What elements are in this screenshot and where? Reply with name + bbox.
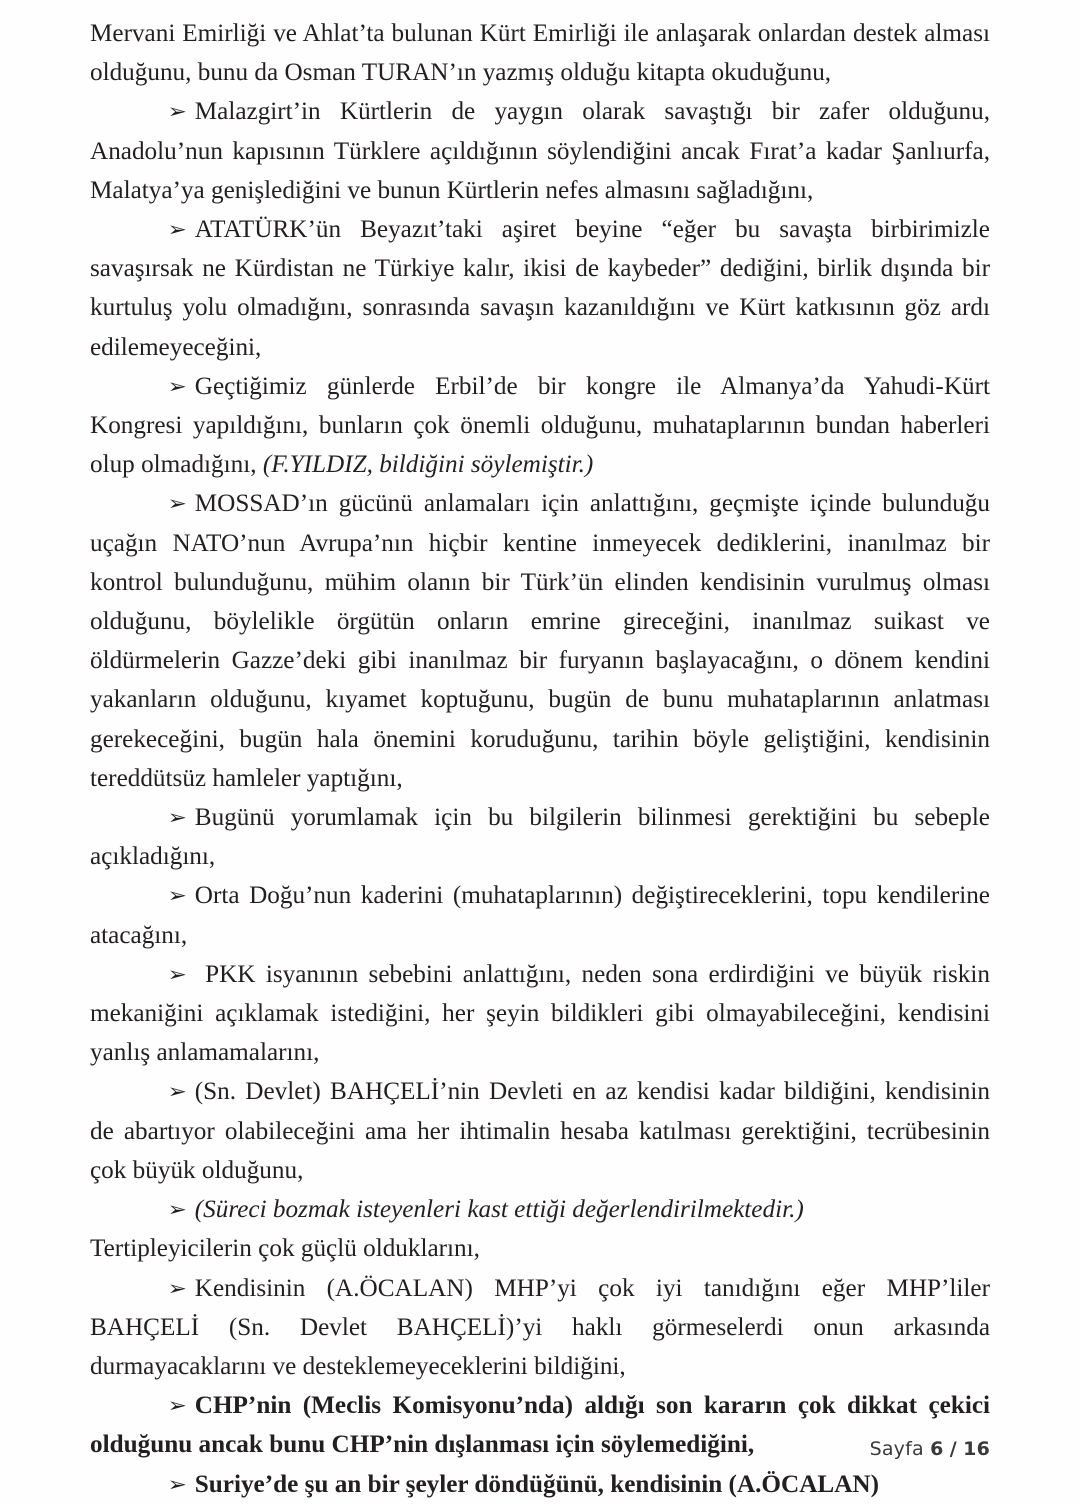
bullet-item-suriye: ➢ Suriye’de şu an bir şeyler döndüğünü, kendisinin (A.ÖCALAN) (167, 1470, 879, 1498)
bullet-item-chp-meclis: ➢ CHP’nin (Meclis Komisyonu’nda) aldığı son kararın çok dikkat çekici olduğunu ancak bunu CHP’nin dışlanması için söylemediğini, (90, 1392, 990, 1459)
bullet-text-malazgirt: Malazgirt’in Kürtlerin de yaygın olarak savaştığı bir zafer olduğunu, Anadolu’nun kapısının Türklere açıldığının söylendiğini ancak Fırat’a kadar Şanlıurfa, Malatya’ya genişlediğini ve bunun Kürtlerin nefes almasını sağladığını, (90, 98, 990, 204)
bullet-text-ataturk: ATATÜRK’ün Beyazıt’taki aşiret beyine “eğer bu savaşta birbirimizle savaşırsak ne Kürdistan ne Türkiye kalır, ikisi de kaybeder” dediğini, birlik dışında bir kurtuluş yolu olmadığını, sonrasında savaşın kazanıldığını ve Kürt katkısının göz ardı edilemeyeceğini, (90, 216, 990, 361)
page-footer (90, 1438, 990, 1460)
bullet-item-bugunu-yorumlamak: ➢ Bugünü yorumlamak için bu bilgilerin bilinmesi gerektiğini bu sebeple açıkladığını, (90, 804, 990, 871)
bullet-item-mossad: ➢ MOSSAD’ın gücünü anlamaları için anlattığını, geçmişte içinde bulunduğu uçağın NATO’nun Avrupa’nın hiçbir kentine inmeyecek dediklerini, inanılmaz bir kontrol bulunduğunu, mühim olanın bir Türk’ün elinden kendisinin vurulmuş olması olduğunu, böylelikle örgütün onların emrine gireceğini, inanılmaz suikast ve öldürmelerin Gazze’deki gibi inanılmaz bir furyanın başlayacağını, o dönem kendini yakanların olduğunu, kıyamet koptuğunu, bugün de bunu muhataplarının anlatması gerekeceğini, bugün hala önemini koruduğunu, tarihin böyle geliştiğini, kendisinin tereddütsüz hamleler yaptığını, (90, 490, 990, 792)
attribution-note-yildiz: (F.YILDIZ, bildiğini söylemiştir.) (262, 451, 594, 479)
bullet-text-orta-dogu: Orta Doğu’nun kaderini (muhataplarının) değiştireceklerini, topu kendilerine atacağını, (90, 882, 990, 949)
evaluation-note-sureci: (Süreci bozmak isteyenleri kast ettiği değerlendirilmektedir.) (194, 1196, 804, 1224)
paragraph-opening-text: Mervani Emirliği ve Ahlat’ta bulunan Kürt Emirliği ile anlaşarak onlardan destek alması olduğunu, bunu da Osman TURAN’ın yazmış olduğu kitapta okuduğunu, (90, 20, 990, 87)
bullet-item-sureci-bozmak: ➢ (Süreci bozmak isteyenleri kast ettiği değerlendirilmektedir.) Tertipleyicilerin çok güçlü olduklarını, (90, 1196, 804, 1263)
document-body (90, 14, 990, 1504)
bullet-item-bahceli-devlet: ➢ (Sn. Devlet) BAHÇELİ’nin Devleti en az kendisi kadar bildiğini, kendisinin de abartıyor olabileceğini ama her ihtimalin hesaba katılması gerektiğini, tecrübesinin çok büyük olduğunu, (90, 1078, 990, 1184)
bullet-item-ataturk: ➢ ATATÜRK’ün Beyazıt’taki aşiret beyine “eğer bu savaşta birbirimizle savaşırsak ne Kürdistan ne Türkiye kalır, ikisi de kaybeder” dediğini, birlik dışında bir kurtuluş yolu olmadığını, sonrasında savaşın kazanıldığını ve Kürt katkısının göz ardı edilemeyeceğini, (90, 216, 990, 361)
bullet-text-pkk: PKK isyanının sebebini anlattığını, neden sona erdirdiğini ve büyük riskin mekaniğini açıklamak istediğini, her şeyin bildikleri gibi olmayabileceğini, kendisini yanlış anlamamalarını, (90, 960, 990, 1067)
footer-page-total: 16 (963, 1438, 990, 1460)
bullet-text-chp-meclis: CHP’nin (Meclis Komisyonu’nda) aldığı son kararın çok dikkat çekici olduğunu ancak bunu CHP’nin dışlanması için söylemediğini, (90, 1392, 990, 1459)
footer-page-number: 6 (930, 1438, 944, 1460)
bullet-text-bugunu-yorumlamak: Bugünü yorumlamak için bu bilgilerin bilinmesi gerektiğini bu sebeple açıkladığını, (90, 804, 990, 871)
bullet-text-bahceli-devlet: (Sn. Devlet) BAHÇELİ’nin Devleti en az kendisi kadar bildiğini, kendisinin de abartıyor olabileceğini ama her ihtimalin hesaba katılması gerektiğini, tecrübesinin çok büyük olduğunu, (90, 1078, 990, 1184)
bullet-text-mossad: MOSSAD’ın gücünü anlamaları için anlattığını, geçmişte içinde bulunduğu uçağın NATO’nun Avrupa’nın hiçbir kentine inmeyecek dediklerini, inanılmaz bir kontrol bulunduğunu, mühim olanın bir Türk’ün elinden kendisinin vurulmuş olması olduğunu, böylelikle örgütün onların emrine gireceğini, inanılmaz suikast ve öldürmelerin Gazze’deki gibi inanılmaz bir furyanın başlayacağını, o dönem kendini yakanların olduğunu, kıyamet koptuğunu, bugün de bunu muhataplarının anlatması gerekeceğini, bugün hala önemini koruduğunu, tarihin böyle geliştiğini, kendisinin tereddütsüz hamleler yaptığını, (90, 490, 990, 792)
footer-page-label: Sayfa (869, 1438, 924, 1460)
bullet-item-malazgirt: ➢ Malazgirt’in Kürtlerin de yaygın olarak savaştığı bir zafer olduğunu, Anadolu’nun kapısının Türklere açıldığının söylendiğini ancak Fırat’a kadar Şanlıurfa, Malatya’ya genişlediğini ve bunun Kürtlerin nefes almasını sağladığını, (90, 98, 990, 204)
paragraph-opening (90, 14, 990, 92)
footer-page-separator: / (949, 1438, 957, 1460)
bullet-item-mhp-tanidigini: ➢ Kendisinin (A.ÖCALAN) MHP’yi çok iyi tanıdığını eğer MHP’liler BAHÇELİ (Sn. Devlet BAHÇELİ)’yi haklı görmeselerdi onun arkasında durmayacaklarını ve desteklemeyeceklerini bildiğini, (90, 1274, 990, 1380)
bullet-text-suriye: Suriye’de şu an bir şeyler döndüğünü, kendisinin (A.ÖCALAN) (194, 1470, 879, 1498)
bullet-text-mhp-tanidigini: Kendisinin (A.ÖCALAN) MHP’yi çok iyi tanıdığını eğer MHP’liler BAHÇELİ (Sn. Devlet BAHÇELİ)’yi haklı görmeselerdi onun arkasında durmayacaklarını ve desteklemeyeceklerini bildiğini, (90, 1274, 990, 1380)
bullet-text-erbil-kongre: Geçtiğimiz günlerde Erbil’de bir kongre ile Almanya’da Yahudi-Kürt Kongresi yapıldığını, bunların çok önemli olduğunu, muhataplarının bundan haberleri olup olmadığını, (90, 372, 990, 479)
bullet-text-tertipleyiciler: Tertipleyicilerin çok güçlü olduklarını, (90, 1235, 480, 1263)
bullet-item-orta-dogu: ➢ Orta Doğu’nun kaderini (muhataplarının) değiştireceklerini, topu kendilerine atacağını, (90, 882, 990, 949)
bullet-item-pkk: ➢ PKK isyanının sebebini anlattığını, neden sona erdirdiğini ve büyük riskin mekaniğini açıklamak istediğini, her şeyin bildikleri gibi olmayabileceğini, kendisini yanlış anlamamalarını, (90, 960, 990, 1067)
bullet-item-erbil-kongre: ➢ Geçtiğimiz günlerde Erbil’de bir kongre ile Almanya’da Yahudi-Kürt Kongresi yapıldığını, bunların çok önemli olduğunu, muhataplarının bundan haberleri olup olmadığını, (F.YILDIZ, bildiğini söylemiştir.) (90, 372, 990, 479)
